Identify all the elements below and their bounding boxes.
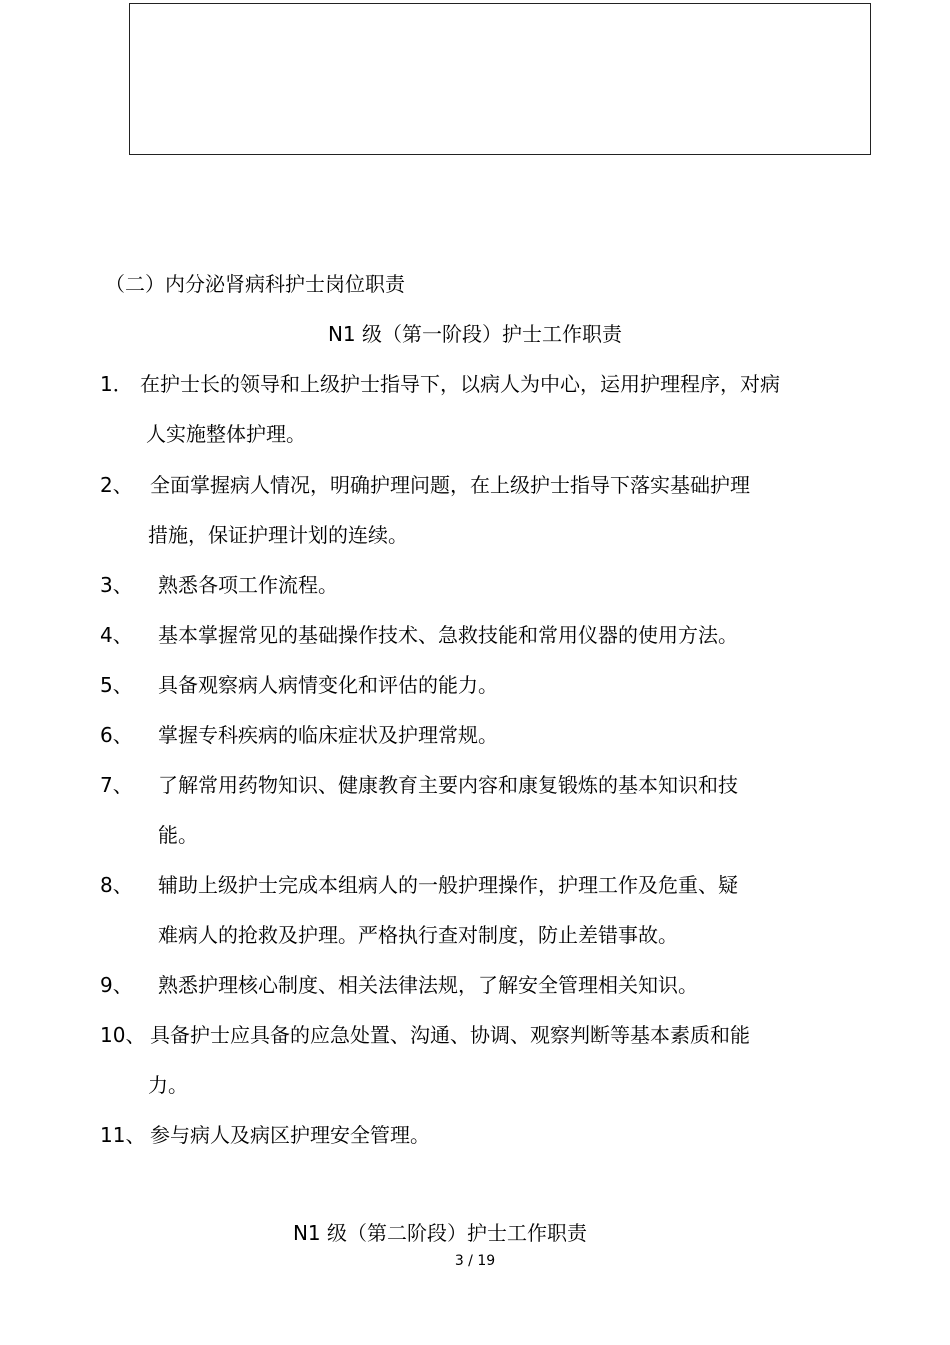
list-item-text: 基本掌握常见的基础操作技术、急救技能和常用仪器的使用方法。 xyxy=(158,623,738,647)
list-item-text: 具备观察病人病情变化和评估的能力。 xyxy=(158,673,498,697)
list-item-text: 熟悉护理核心制度、相关法律法规，了解安全管理相关知识。 xyxy=(158,973,698,997)
list-item-number: 9、 xyxy=(100,973,133,997)
section-heading: （二）内分泌肾病科护士岗位职责 xyxy=(105,272,405,296)
stage2-title: N1 级（第二阶段）护士工作职责 xyxy=(292,1221,588,1245)
list-item-text: 能。 xyxy=(158,823,198,847)
list-item-text: 了解常用药物知识、健康教育主要内容和康复锻炼的基本知识和技 xyxy=(158,773,738,797)
list-item-number: 10、 xyxy=(100,1023,146,1047)
list-item-number: 11、 xyxy=(100,1123,146,1147)
list-item-text: 具备护士应具备的应急处置、沟通、协调、观察判断等基本素质和能 xyxy=(150,1023,750,1047)
list-item-number: 6、 xyxy=(100,723,133,747)
list-item-number: 1． xyxy=(100,372,133,396)
list-item-number: 5、 xyxy=(100,673,133,697)
list-item-number: 3、 xyxy=(100,573,133,597)
page-number: 3 / 19 xyxy=(454,1253,496,1269)
list-item-text: 难病人的抢救及护理。严格执行查对制度，防止差错事故。 xyxy=(158,923,678,947)
list-item-text: 参与病人及病区护理安全管理。 xyxy=(150,1123,430,1147)
list-item-text: 熟悉各项工作流程。 xyxy=(158,573,338,597)
list-item-text: 人实施整体护理。 xyxy=(146,422,306,446)
list-item-text: 在护士长的领导和上级护士指导下，以病人为中心，运用护理程序，对病 xyxy=(140,372,780,396)
list-item-text: 掌握专科疾病的临床症状及护理常规。 xyxy=(158,723,498,747)
stage1-title: N1 级（第一阶段）护士工作职责 xyxy=(327,322,623,346)
empty-bordered-box xyxy=(129,3,871,155)
list-item-text: 辅助上级护士完成本组病人的一般护理操作，护理工作及危重、疑 xyxy=(158,873,738,897)
list-item-number: 4、 xyxy=(100,623,133,647)
list-item-text: 力。 xyxy=(148,1073,188,1097)
list-item-text: 措施，保证护理计划的连续。 xyxy=(148,523,408,547)
list-item-number: 8、 xyxy=(100,873,133,897)
list-item-number: 7、 xyxy=(100,773,133,797)
list-item-text: 全面掌握病人情况，明确护理问题，在上级护士指导下落实基础护理 xyxy=(150,473,750,497)
list-item-number: 2、 xyxy=(100,473,133,497)
